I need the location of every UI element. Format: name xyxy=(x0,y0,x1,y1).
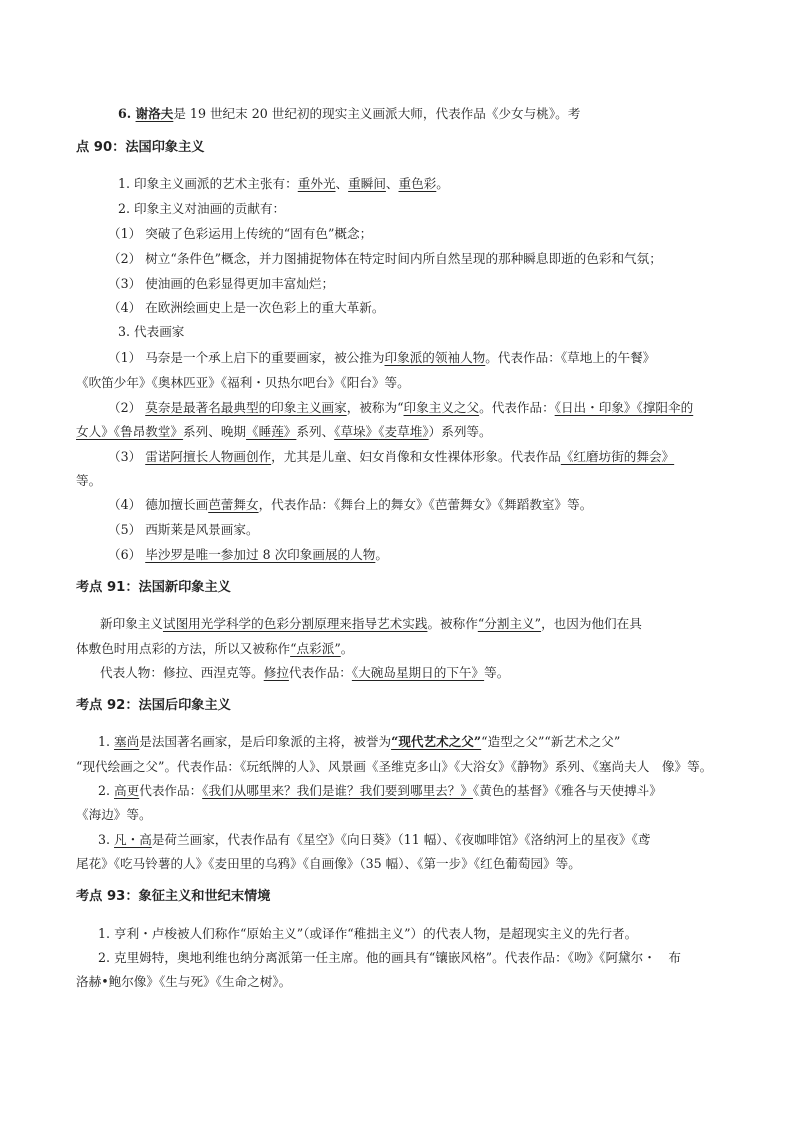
s92-line-1 xyxy=(98,732,620,752)
s91-l3-u1: 修拉 xyxy=(263,665,289,680)
s92-l5-u: 凡・高 xyxy=(114,832,152,847)
s90-l16-pre: （6） xyxy=(108,547,146,562)
s89-rest: 是 19 世纪末 20 世纪初的现实主义画派大师，代表作品《少女与桃》。考 xyxy=(173,106,581,121)
s90-l12-pre: （3） xyxy=(108,449,146,464)
s91-l2-post: 。 xyxy=(340,641,354,656)
s90-l1-c: 重色彩 xyxy=(398,176,437,191)
s92-l1-u1: 塞尚 xyxy=(114,734,140,749)
s93-line-2: 2. 克里姆特，奥地利维也纳分离派第一任主席。他的画具有“镶嵌风格”。代表作品：《吻》《阿黛尔・ 布 xyxy=(98,950,682,965)
heading-91: 考点 91：法国新印象主义 xyxy=(76,580,231,595)
s90-line-4: （2） 树立“条件色”概念，并力图捕捉物体在特定时间内所自然呈现的那种瞬息即逝的色彩和气氛； xyxy=(108,251,662,266)
s90-line-13: 等。 xyxy=(76,473,102,488)
s90-l1-a: 重外光 xyxy=(297,176,336,191)
s90-l12-mid: ，尤其是儿童、妇女肖像和女性裸体形象。代表作品 xyxy=(271,449,561,464)
s90-l1-sep1: 、 xyxy=(335,176,349,191)
s90-line-12 xyxy=(108,447,674,467)
s90-l11-u3: 《草垛》 xyxy=(334,424,379,439)
s91-l1-u1: 试图用光学科学的色彩分割原理来指导艺术实践 xyxy=(162,616,428,631)
s90-l1-pre: 1. 印象主义画派的艺术主张有： xyxy=(118,176,298,191)
s91-l3-u2: 《大碗岛星期日的下午》 xyxy=(351,665,485,680)
s92-l3-u2: 《我们从哪里来？我们是谁？我们要到哪里去？》 xyxy=(202,783,473,798)
s89-name: 谢洛夫 xyxy=(135,106,174,121)
s91-l3-mid: 代表作品： xyxy=(288,665,352,680)
s90-line-15: （5） 西斯莱是风景画家。 xyxy=(108,522,259,537)
s90-l14-post: ，代表作品：《舞台上的舞女》《芭蕾舞女》《舞蹈教室》等。 xyxy=(258,497,593,512)
s92-line-4: 《海边》等。 xyxy=(76,807,152,822)
s90-l12-u2: 《红磨坊街的舞会》 xyxy=(560,449,675,464)
s91-l3-pre: 代表人物：修拉、西涅克等。 xyxy=(100,665,264,680)
s92-l3-mid: 代表作品： xyxy=(139,783,203,798)
s92-l1-post: “造型之父”“新艺术之父” xyxy=(481,734,621,749)
s90-l8-pre: （1） 马奈是一个承上启下的重要画家，被公推为 xyxy=(108,350,385,365)
s89-line xyxy=(118,104,580,124)
s90-l10-u2: 印象主义之父 xyxy=(403,400,480,415)
s90-l10-pre: （2） xyxy=(108,400,146,415)
s90-l10-mid: ，被称为“ xyxy=(346,400,404,415)
s90-l11-u2: 《睡莲》 xyxy=(246,424,297,439)
s92-l1-mid: 是法国著名画家，是后印象派的主将，被誉为 xyxy=(139,734,392,749)
s90-line-14 xyxy=(108,495,592,515)
s92-line-5 xyxy=(98,830,650,850)
s92-l5-post: 是荷兰画家，代表作品有《星空》《向日葵》（11 幅）、《夜咖啡馆》《洛纳河上的星夜》《鸢 xyxy=(151,832,651,847)
s91-l3-post: 等。 xyxy=(484,665,510,680)
s91-line-3 xyxy=(100,663,509,683)
s91-l1-u2: “分割主义” xyxy=(477,616,542,631)
s90-l12-u1: 雷诺阿擅长人物画创作 xyxy=(145,449,272,464)
s90-l16-post: 。 xyxy=(375,547,388,562)
s93-line-1: 1. 亨利・卢梭被人们称作“原始主义”（或译作“稚拙主义”）的代表人物，是超现实主义的先行者。 xyxy=(98,926,638,941)
s90-l10-u3: 《日出・印象》《撑阳伞的 xyxy=(554,400,694,415)
s91-line-1 xyxy=(100,614,642,634)
s90-l1-sep2: 、 xyxy=(385,176,399,191)
heading-92: 考点 92：法国后印象主义 xyxy=(76,698,231,713)
s90-l10-mid2: 。代表作品： xyxy=(479,400,555,415)
s90-l10-u1: 莫奈是最著名最典型的印象主义画家 xyxy=(145,400,347,415)
s91-line-2 xyxy=(76,639,353,659)
s92-line-2: “现代绘画之父”。代表作品：《玩纸牌的人》、风景画《圣维克多山》《大浴女》《静物》系列、《塞尚夫人 像》等。 xyxy=(76,759,713,774)
s90-l11-u4: 《麦草堆》 xyxy=(378,424,429,439)
heading-90: 点 90：法国印象主义 xyxy=(76,140,205,155)
s90-l14-u: 芭蕾舞女 xyxy=(208,497,259,512)
s92-l1-pre: 1. xyxy=(98,734,115,749)
s91-l2-pre: 体敷色时用点彩的方法，所以又被称作 xyxy=(76,641,291,656)
s90-l8-u: 印象派的领袖人物 xyxy=(384,350,486,365)
s91-l1-post: ，也因为他们在具 xyxy=(541,616,642,631)
s90-line-5: （3） 使油画的色彩显得更加丰富灿烂； xyxy=(108,276,335,291)
s91-l1-mid: 。被称作 xyxy=(427,616,478,631)
s92-l3-u1: 高更 xyxy=(114,783,140,798)
s90-line-10 xyxy=(108,398,693,418)
s90-l11-u1: 女人》《鲁昂教堂》 xyxy=(76,424,184,439)
s90-line-6: （4） 在欧洲绘画史上是一次色彩上的重大革新。 xyxy=(108,300,385,315)
s90-line-1 xyxy=(118,174,449,194)
heading-93: 考点 93：象征主义和世纪末情境 xyxy=(76,889,271,904)
s90-line-16 xyxy=(108,545,388,565)
s91-l1-pre: 新印象主义 xyxy=(100,616,163,631)
s92-line-3 xyxy=(98,781,662,801)
s90-l11-c: ）系列等。 xyxy=(428,424,492,439)
s92-l3-pre: 2. xyxy=(98,783,115,798)
s90-line-8 xyxy=(108,348,655,368)
s92-l5-pre: 3. xyxy=(98,832,115,847)
s90-line-9: 《吹笛少年》《奥林匹亚》《福利・贝热尔吧台》《阳台》等。 xyxy=(76,375,410,390)
s89-number: 6. xyxy=(118,106,136,121)
s90-line-3: （1） 突破了色彩运用上传统的“固有色”概念； xyxy=(108,226,373,241)
s90-line-2: 2. 印象主义对油画的贡献有： xyxy=(118,201,286,216)
s90-l11-b: 系列、 xyxy=(296,424,335,439)
s90-l16-u: 毕沙罗是唯一参加过 8 次印象画展的人物 xyxy=(145,547,376,562)
s90-l11-a: 系列、晚期 xyxy=(183,424,247,439)
s92-l1-u2: “现代艺术之父” xyxy=(391,734,482,749)
s90-l1-end: 。 xyxy=(436,176,449,191)
s91-l2-u: “点彩派” xyxy=(290,641,341,656)
s92-line-6: 尾花》《吃马铃薯的人》《麦田里的乌鸦》《自画像》（35 幅）、《第一步》《红色葡萄园》等。 xyxy=(76,856,581,871)
s90-line-11 xyxy=(76,422,492,442)
s90-l1-b: 重瞬间 xyxy=(348,176,386,191)
s93-line-3: 洛赫•鲍尔像》《生与死》《生命之树》。 xyxy=(76,974,292,989)
s92-l3-post: 《黄色的基督》《雅各与天使搏斗》 xyxy=(472,783,662,798)
s90-l14-pre: （4） 德加擅长画 xyxy=(108,497,209,512)
s90-l8-post: 。代表作品：《草地上的午餐》 xyxy=(485,350,656,365)
s90-line-7: 3. 代表画家 xyxy=(118,324,185,339)
